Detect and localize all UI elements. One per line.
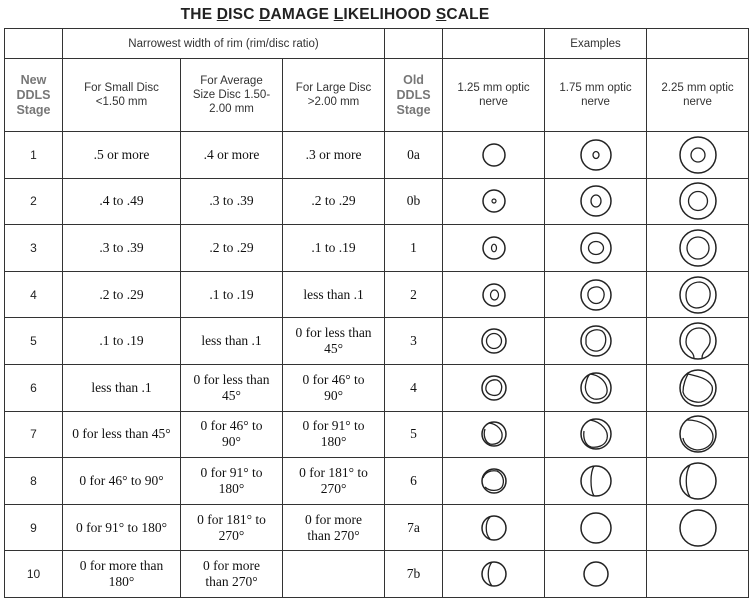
table-row: [5, 271, 749, 318]
table-row: [5, 132, 749, 179]
optic-disc-drawing: [576, 321, 616, 361]
optic-disc-drawing: [576, 414, 616, 454]
optic-disc-drawing: [576, 181, 616, 221]
example-175-cell: [545, 318, 647, 365]
average-disc-cell: .1 to .19: [181, 271, 283, 318]
header-blank-cell: [5, 29, 63, 59]
example-125-cell: [443, 364, 545, 411]
example-225-cell: [647, 504, 749, 551]
optic-disc-drawing: [678, 228, 718, 268]
example-175-cell: [545, 225, 647, 272]
large-disc-cell: .2 to .29: [283, 178, 385, 225]
optic-disc-drawing: [576, 508, 616, 548]
header-row-group: [5, 29, 749, 59]
small-disc-cell: 0 for less than 45°: [63, 411, 181, 458]
large-disc-cell: 0 for more than 270°: [283, 504, 385, 551]
new-stage-cell: 3: [5, 225, 63, 272]
table-row: [5, 225, 749, 272]
old-stage-cell: 0b: [385, 178, 443, 225]
small-disc-cell: 0 for more than 180°: [63, 551, 181, 598]
header-blank-cell: [647, 29, 749, 59]
table-row: [5, 318, 749, 365]
optic-disc-drawing: [474, 414, 514, 454]
old-stage-cell: 7a: [385, 504, 443, 551]
optic-disc-drawing: [576, 554, 616, 594]
table-row: [5, 411, 749, 458]
example-125-cell: [443, 458, 545, 505]
example-175-cell: [545, 178, 647, 225]
old-stage-cell: 3: [385, 318, 443, 365]
old-stage-cell: 7b: [385, 551, 443, 598]
small-disc-cell: .5 or more: [63, 132, 181, 179]
example-175-cell: [545, 551, 647, 598]
small-disc-cell: .1 to .19: [63, 318, 181, 365]
table-row: [5, 458, 749, 505]
average-disc-cell: .4 or more: [181, 132, 283, 179]
optic-disc-drawing: [576, 228, 616, 268]
optic-disc-drawing: [678, 321, 718, 361]
example-225-cell: [647, 458, 749, 505]
example-125-cell: [443, 551, 545, 598]
average-disc-cell: less than .1: [181, 318, 283, 365]
table-row: [5, 364, 749, 411]
average-disc-cell: 0 for less than 45°: [181, 364, 283, 411]
small-disc-cell: 0 for 91° to 180°: [63, 504, 181, 551]
example-125-cell: [443, 318, 545, 365]
optic-disc-drawing: [474, 275, 514, 315]
optic-disc-drawing: [474, 368, 514, 408]
optic-disc-drawing: [576, 461, 616, 501]
header-blank-cell: [385, 29, 443, 59]
header-rim-group: Narrowest width of rim (rim/disc ratio): [63, 29, 385, 59]
optic-disc-drawing: [576, 135, 616, 175]
new-stage-cell: 9: [5, 504, 63, 551]
old-stage-cell: 5: [385, 411, 443, 458]
large-disc-cell: 0 for less than 45°: [283, 318, 385, 365]
average-disc-cell: 0 for 46° to 90°: [181, 411, 283, 458]
optic-disc-drawing: [576, 275, 616, 315]
new-stage-cell: 4: [5, 271, 63, 318]
header-nerve-175: 1.75 mm optic nerve: [545, 59, 647, 132]
header-new-stage: New DDLS Stage: [5, 59, 63, 132]
optic-disc-drawing: [474, 508, 514, 548]
average-disc-cell: .3 to .39: [181, 178, 283, 225]
average-disc-cell: 0 for 181° to 270°: [181, 504, 283, 551]
example-225-cell: [647, 411, 749, 458]
optic-disc-drawing: [678, 461, 718, 501]
example-225-cell: [647, 271, 749, 318]
old-stage-cell: 2: [385, 271, 443, 318]
header-nerve-225: 2.25 mm optic nerve: [647, 59, 749, 132]
large-disc-cell: 0 for 91° to 180°: [283, 411, 385, 458]
example-125-cell: [443, 178, 545, 225]
average-disc-cell: 0 for more than 270°: [181, 551, 283, 598]
example-225-cell: [647, 551, 749, 598]
header-large-disc: For Large Disc >2.00 mm: [283, 59, 385, 132]
example-125-cell: [443, 271, 545, 318]
optic-disc-drawing: [474, 181, 514, 221]
average-disc-cell: 0 for 91° to 180°: [181, 458, 283, 505]
small-disc-cell: .2 to .29: [63, 271, 181, 318]
small-disc-cell: .3 to .39: [63, 225, 181, 272]
table-row: [5, 551, 749, 598]
old-stage-cell: 6: [385, 458, 443, 505]
optic-disc-drawing: [474, 554, 514, 594]
example-175-cell: [545, 364, 647, 411]
optic-disc-drawing: [474, 135, 514, 175]
large-disc-cell: 0 for 46° to 90°: [283, 364, 385, 411]
example-225-cell: [647, 318, 749, 365]
table-row: [5, 178, 749, 225]
small-disc-cell: less than .1: [63, 364, 181, 411]
optic-disc-drawing: [678, 135, 718, 175]
optic-disc-drawing: [474, 461, 514, 501]
example-225-cell: [647, 364, 749, 411]
example-125-cell: [443, 504, 545, 551]
average-disc-cell: .2 to .29: [181, 225, 283, 272]
example-225-cell: [647, 132, 749, 179]
old-stage-cell: 4: [385, 364, 443, 411]
page-title: THE DISC DAMAGE LIKELIHOOD SCALE: [180, 6, 490, 23]
optic-disc-drawing: [678, 414, 718, 454]
header-blank-cell: [443, 29, 545, 59]
header-average-disc: For Average Size Disc 1.50-2.00 mm: [181, 59, 283, 132]
optic-disc-drawing: [474, 228, 514, 268]
large-disc-cell: .1 to .19: [283, 225, 385, 272]
small-disc-cell: .4 to .49: [63, 178, 181, 225]
header-small-disc: For Small Disc <1.50 mm: [63, 59, 181, 132]
new-stage-cell: 6: [5, 364, 63, 411]
header-old-stage: Old DDLS Stage: [385, 59, 443, 132]
large-disc-cell: 0 for 181° to 270°: [283, 458, 385, 505]
optic-disc-drawing: [678, 508, 718, 548]
new-stage-cell: 8: [5, 458, 63, 505]
header-row-columns: [5, 59, 749, 132]
new-stage-cell: 7: [5, 411, 63, 458]
new-stage-cell: 1: [5, 132, 63, 179]
large-disc-cell: less than .1: [283, 271, 385, 318]
large-disc-cell: [283, 551, 385, 598]
header-nerve-125: 1.25 mm optic nerve: [443, 59, 545, 132]
example-125-cell: [443, 132, 545, 179]
header-examples: Examples: [545, 29, 647, 59]
new-stage-cell: 10: [5, 551, 63, 598]
example-175-cell: [545, 411, 647, 458]
example-175-cell: [545, 271, 647, 318]
small-disc-cell: 0 for 46° to 90°: [63, 458, 181, 505]
example-225-cell: [647, 225, 749, 272]
ddls-table: [4, 28, 749, 598]
new-stage-cell: 2: [5, 178, 63, 225]
optic-disc-drawing: [678, 275, 718, 315]
example-125-cell: [443, 225, 545, 272]
optic-disc-drawing: [678, 181, 718, 221]
example-175-cell: [545, 132, 647, 179]
new-stage-cell: 5: [5, 318, 63, 365]
example-225-cell: [647, 178, 749, 225]
old-stage-cell: 0a: [385, 132, 443, 179]
large-disc-cell: .3 or more: [283, 132, 385, 179]
optic-disc-drawing: [576, 368, 616, 408]
old-stage-cell: 1: [385, 225, 443, 272]
optic-disc-drawing: [678, 368, 718, 408]
table-row: [5, 504, 749, 551]
example-175-cell: [545, 504, 647, 551]
optic-disc-drawing: [474, 321, 514, 361]
example-125-cell: [443, 411, 545, 458]
example-175-cell: [545, 458, 647, 505]
